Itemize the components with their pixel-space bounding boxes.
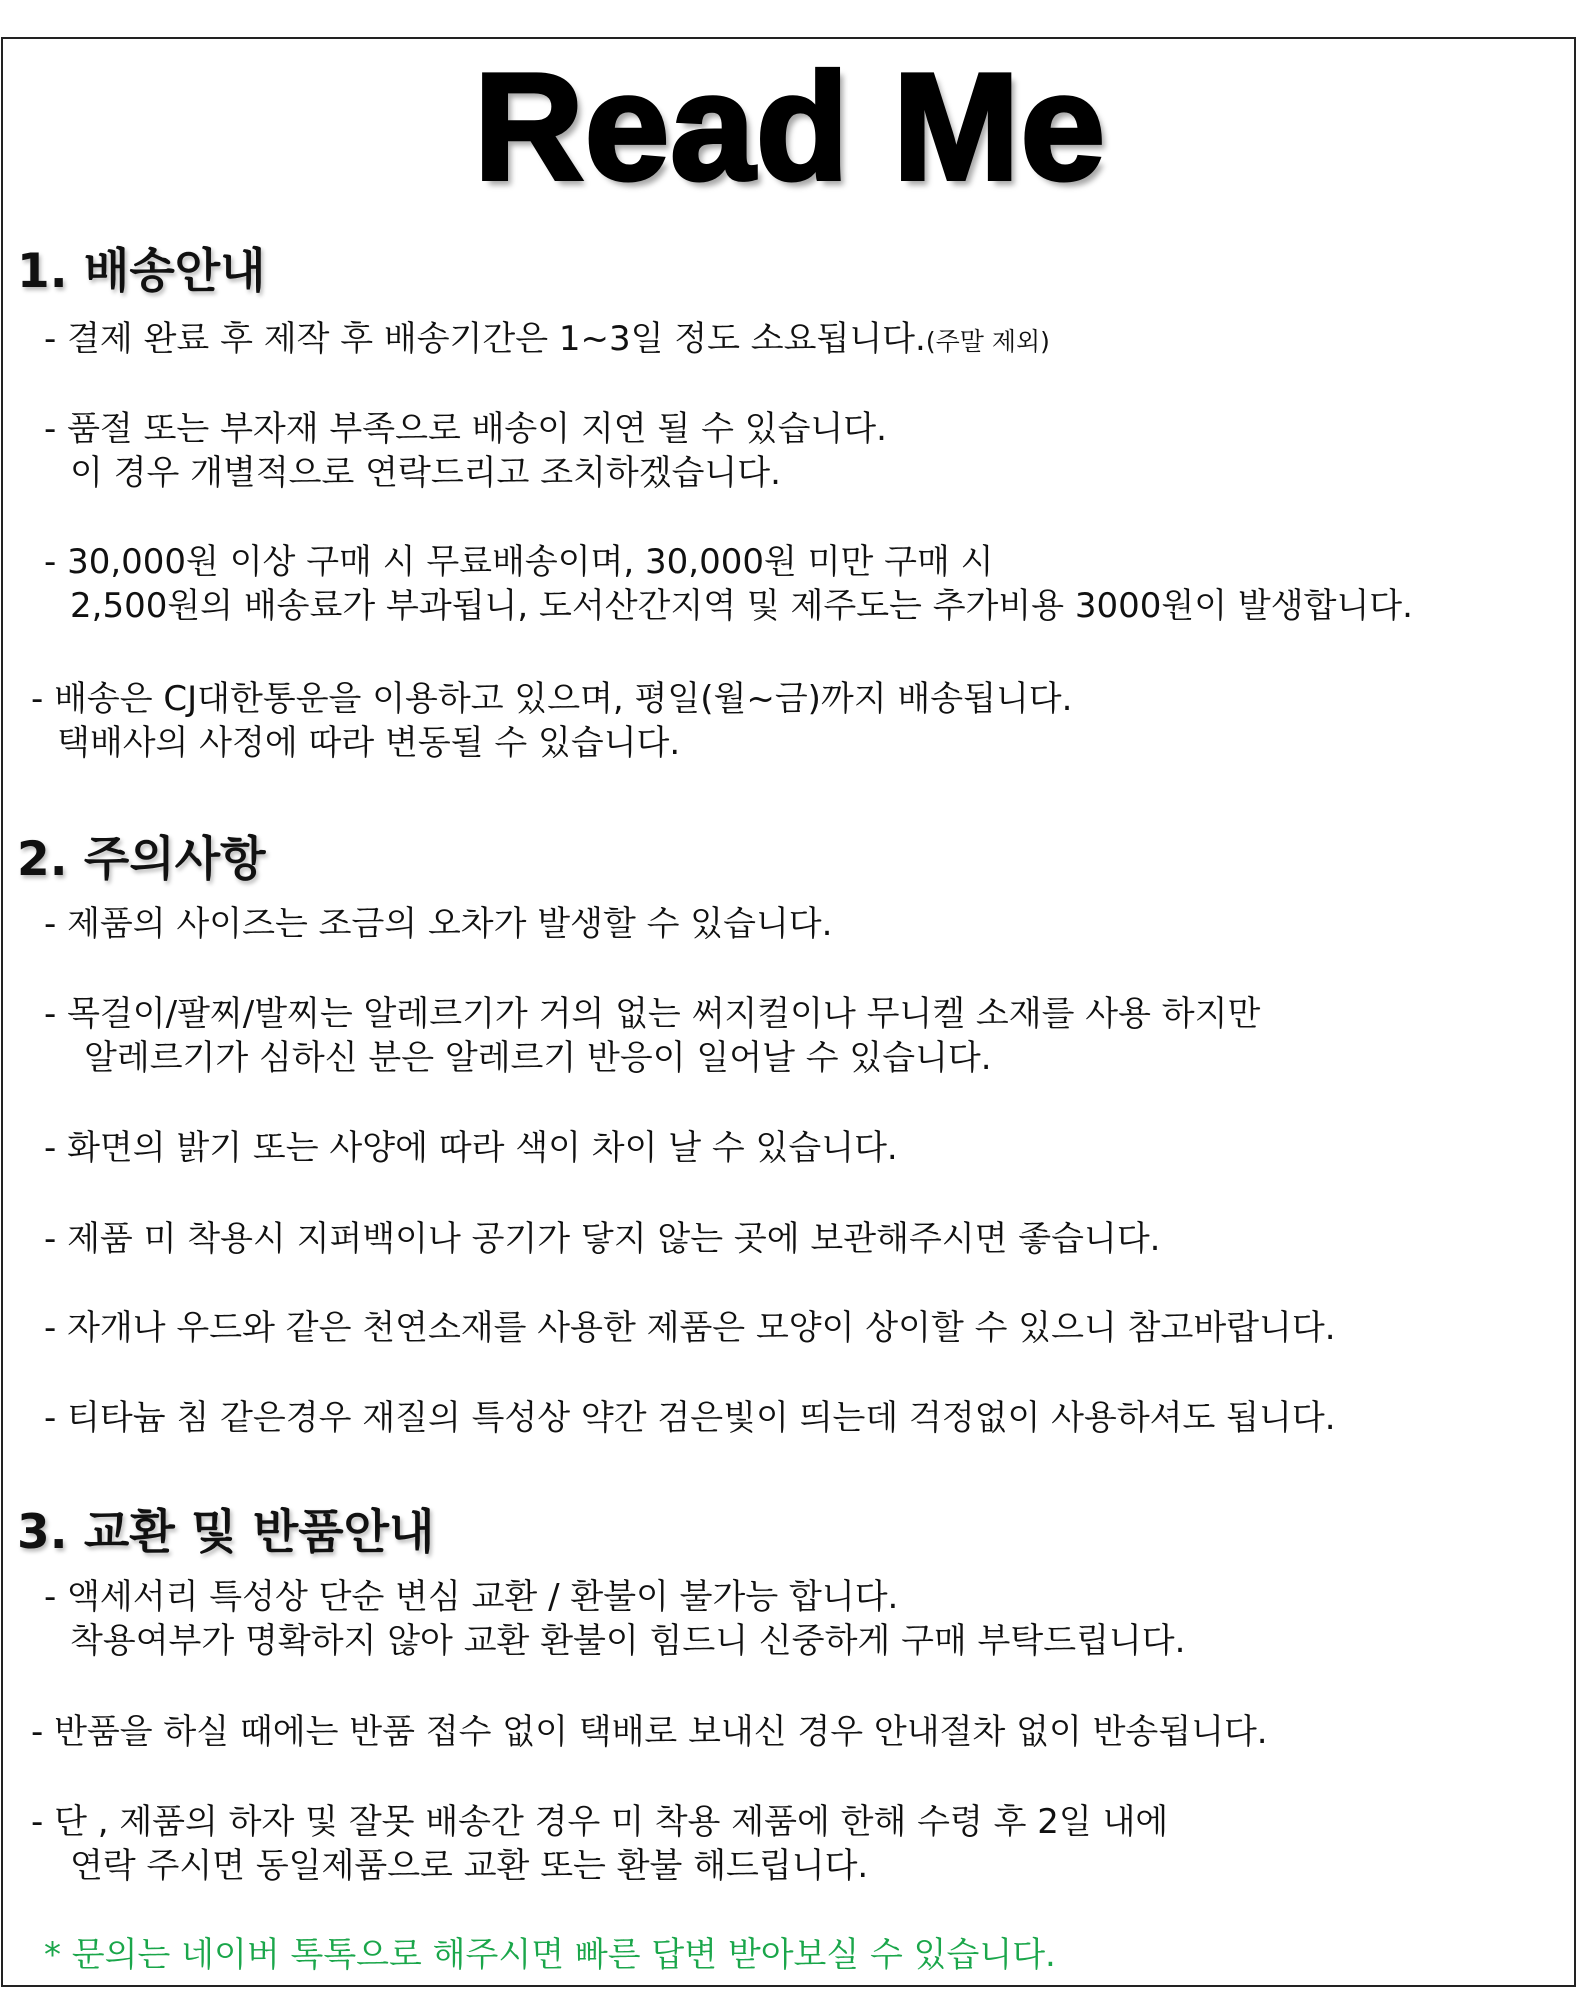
page-title: Read Me xyxy=(473,42,1107,212)
caution-line: - 자개나 우드와 같은 천연소재를 사용한 제품은 모양이 상이할 수 있으니 참고바랍니다. xyxy=(44,1308,1336,1348)
shipping-line: - 품절 또는 부자재 부족으로 배송이 지연 될 수 있습니다. xyxy=(44,409,887,449)
section-heading-caution: 2. 주의사항 xyxy=(17,832,266,887)
exchange-line: 착용여부가 명확하지 않아 교환 환불이 힘드니 신중하게 구매 부탁드립니다. xyxy=(70,1621,1186,1661)
caution-line: - 제품의 사이즈는 조금의 오차가 발생할 수 있습니다. xyxy=(44,904,833,944)
shipping-line: 2,500원의 배송료가 부과됩니, 도서산간지역 및 제주도는 추가비용 3000원이 발생합니다. xyxy=(70,586,1413,626)
caution-line: - 목걸이/팔찌/발찌는 알레르기가 거의 없는 써지컬이나 무니켈 소재를 사용 하지만 xyxy=(44,994,1261,1034)
shipping-line: - 배송은 CJ대한통운을 이용하고 있으며, 평일(월~금)까지 배송됩니다. xyxy=(31,679,1073,719)
contact-notice: * 문의는 네이버 톡톡으로 해주시면 빠른 답변 받아보실 수 있습니다. xyxy=(44,1935,1056,1975)
shipping-line xyxy=(44,318,1050,363)
exchange-line: - 단 , 제품의 하자 및 잘못 배송간 경우 미 착용 제품에 한해 수령 후 2일 내에 xyxy=(31,1802,1169,1842)
caution-line: 알레르기가 심하신 분은 알레르기 반응이 일어날 수 있습니다. xyxy=(84,1038,992,1078)
caution-line: - 제품 미 착용시 지퍼백이나 공기가 닿지 않는 곳에 보관해주시면 좋습니다. xyxy=(44,1219,1161,1259)
shipping-line-text: - 결제 완료 후 제작 후 배송기간은 1~3일 정도 소요됩니다. xyxy=(44,319,926,359)
exchange-line: - 반품을 하실 때에는 반품 접수 없이 택배로 보내신 경우 안내절차 없이 반송됩니다. xyxy=(31,1712,1268,1752)
exchange-line: 연락 주시면 동일제품으로 교환 또는 환불 해드립니다. xyxy=(70,1846,869,1886)
section-heading-shipping: 1. 배송안내 xyxy=(17,244,266,299)
shipping-line: 택배사의 사정에 따라 변동될 수 있습니다. xyxy=(57,723,681,763)
exchange-line: - 액세서리 특성상 단순 변심 교환 / 환불이 불가능 합니다. xyxy=(44,1577,899,1617)
shipping-line: 이 경우 개별적으로 연락드리고 조치하겠습니다. xyxy=(70,453,781,493)
shipping-line-note: (주말 제외) xyxy=(925,327,1050,356)
shipping-line: - 30,000원 이상 구매 시 무료배송이며, 30,000원 미만 구매 시 xyxy=(44,542,994,582)
section-heading-exchange: 3. 교환 및 반품안내 xyxy=(17,1505,435,1560)
caution-line: - 티타늄 침 같은경우 재질의 특성상 약간 검은빛이 띄는데 걱정없이 사용하셔도 됩니다. xyxy=(44,1398,1336,1438)
caution-line: - 화면의 밝기 또는 사양에 따라 색이 차이 날 수 있습니다. xyxy=(44,1128,898,1168)
